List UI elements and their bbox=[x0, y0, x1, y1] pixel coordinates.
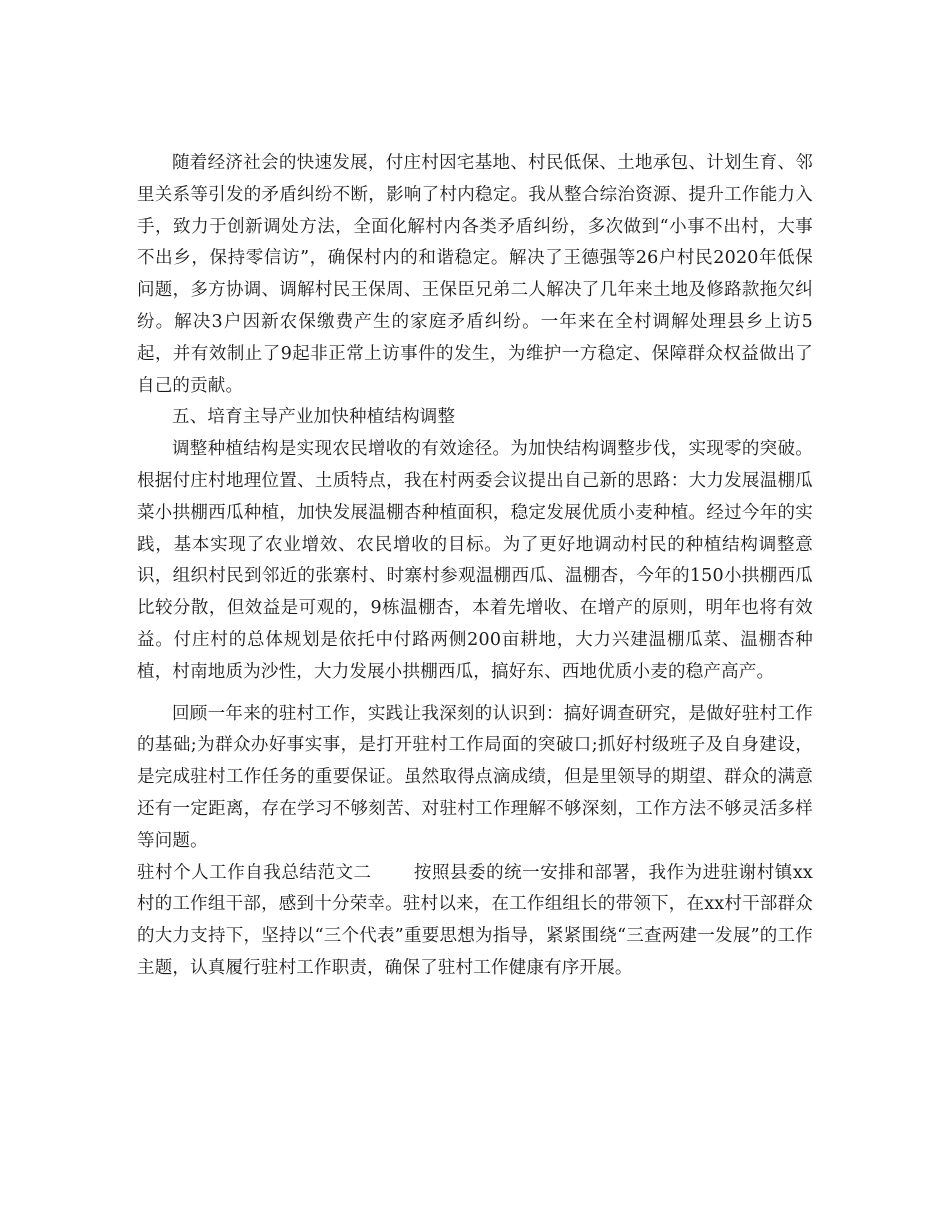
paragraph-second-sample bbox=[137, 858, 813, 985]
second-sample-text: 按照县委的统一安排和部署，我作为进驻谢村镇xx村的工作组干部，感到十分荣幸。驻村以来，在工作组组长的带领下，在xx村干部群众的大力支持下，坚持以“三个代表”重要思想为指导，紧紧围绕“三查两建一发展”的工作主题，认真履行驻村工作职责，确保了驻村工作健康有序开展。 bbox=[137, 862, 813, 978]
paragraph-planting-structure: 调整种植结构是实现农民增收的有效途径。为加快结构调整步伐，实现零的突破。根据付庄村地理位置、土质特点，我在村两委会议提出自己新的思路：大力发展温棚瓜菜小拱棚西瓜种植，加快发展温棚杏种植面积，稳定发展优质小麦种植。经过今年的实践，基本实现了农业增效、农民增收的目标。为了更好地调动村民的种植结构调整意识，组织村民到邻近的张寨村、时寨村参观温棚西瓜、温棚杏，今年的150小拱棚西瓜比较分散，但效益是可观的，9栋温棚杏，本着先增收、在增产的原则，明年也将有效益。付庄村的总体规划是依托中付路两侧200亩耕地，大力兴建温棚瓜菜、温棚杏种植，村南地质为沙性，大力发展小拱棚西瓜，搞好东、西地优质小麦的稳产高产。 bbox=[137, 439, 813, 682]
section-heading-five: 五、培育主导产业加快种植结构调整 bbox=[172, 407, 456, 428]
paragraph-review: 回顾一年来的驻村工作，实践让我深刻的认识到：搞好调查研究，是做好驻村工作的基础;为群众办好事实事，是打开驻村工作局面的突破口;抓好村级班子及自身建设，是完成驻村工作任务的重要保证。虽然取得点滴成绩，但是里领导的期望、群众的满意还有一定距离，存在学习不够刻苦、对驻村工作理解不够深刻，工作方法不够灵活多样等问题。 bbox=[137, 703, 813, 851]
paragraph-dispute-resolution: 随着经济社会的快速发展，付庄村因宅基地、村民低保、土地承包、计划生育、邻里关系等引发的矛盾纠纷不断，影响了村内稳定。我从整合综治资源、提升工作能力入手，致力于创新调处方法，全面化解村内各类矛盾纠纷，多次做到“小事不出村，大事不出乡，保持零信访”，确保村内的和谐稳定。解决了王德强等26户村民2020年低保问题，多方协调、调解村民王保周、王保臣兄弟二人解决了几年来土地及修路款拖欠纠纷。解决3户因新农保缴费产生的家庭矛盾纠纷。一年来在全村调解处理县乡上访5起，并有效制止了9起非正常上访事件的发生，为维护一方稳定、保障群众权益做出了自己的贡献。 bbox=[137, 153, 813, 396]
second-sample-title: 驻村个人工作自我总结范文二 bbox=[137, 862, 372, 883]
document-body bbox=[137, 148, 813, 985]
